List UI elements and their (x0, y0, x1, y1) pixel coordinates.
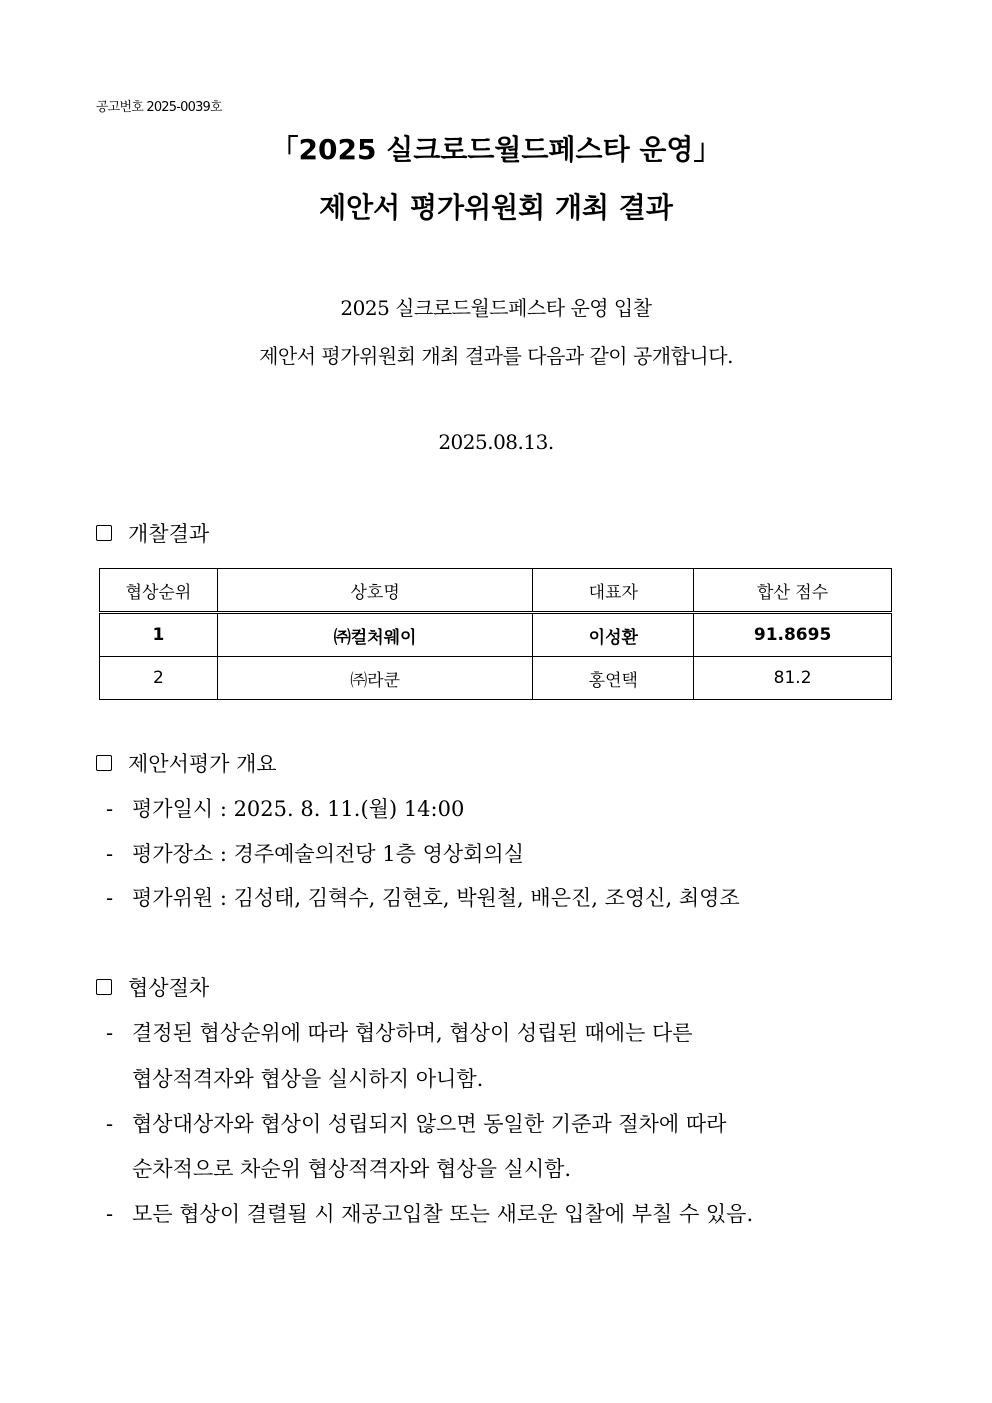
table-row (100, 613, 892, 657)
cell-rank: 1 (100, 613, 218, 657)
cell-representative: 홍연택 (533, 657, 694, 700)
announcement-date: 2025.08.13. (438, 430, 554, 454)
section-negotiation-heading: 협상절차 (128, 976, 210, 1000)
header-representative: 대표자 (533, 569, 694, 613)
procedure-item-3: - 모든 협상이 결렬될 시 재공고입찰 또는 새로운 입찰에 부칠 수 있음. (106, 1202, 754, 1226)
title-line-2: 제안서 평가위원회 개최 결과 (319, 191, 673, 224)
procedure-item-1: - 결정된 협상순위에 따라 협상하며, 협상이 성립된 때에는 다른 (106, 1021, 693, 1045)
intro-line-1: 2025 실크로드월드페스타 운영 입찰 (340, 296, 652, 320)
checkbox-square-icon (96, 755, 112, 771)
section-negotiation-procedure (96, 972, 209, 1002)
title-line-1: 「2025 실크로드월드페스타 운영」 (270, 133, 722, 166)
evaluation-place-item: - 평가장소 : 경주예술의전당 1층 영상회의실 (106, 842, 524, 866)
cell-rank: 2 (100, 657, 218, 700)
checkbox-square-icon (96, 525, 112, 541)
section-bid-result (96, 518, 209, 548)
section-bid-result-heading: 개찰결과 (128, 522, 210, 546)
cell-score: 91.8695 (694, 613, 892, 657)
cell-score: 81.2 (694, 657, 892, 700)
table-row (100, 657, 892, 700)
evaluation-date-item: - 평가일시 : 2025. 8. 11.(월) 14:00 (106, 797, 465, 821)
section-evaluation-overview (96, 748, 277, 778)
intro-line-2: 제안서 평가위원회 개최 결과를 다음과 같이 공개합니다. (259, 344, 733, 368)
cell-representative: 이성환 (533, 613, 694, 657)
notice-number: 공고번호 2025-0039호 (96, 100, 222, 115)
procedure-item-2-continued: 순차적으로 차순위 협상적격자와 협상을 실시함. (132, 1157, 572, 1181)
cell-company: ㈜컬처웨이 (217, 613, 533, 657)
header-score: 합산 점수 (694, 569, 892, 613)
table-header-row (100, 569, 892, 613)
header-rank: 협상순위 (100, 569, 218, 613)
procedure-item-2: - 협상대상자와 협상이 성립되지 않으면 동일한 기준과 절차에 따라 (106, 1112, 727, 1136)
header-company: 상호명 (217, 569, 533, 613)
checkbox-square-icon (96, 979, 112, 995)
bid-result-table (99, 568, 892, 700)
evaluation-members-item: - 평가위원 : 김성태, 김혁수, 김현호, 박원철, 배은진, 조영신, 최영조 (106, 886, 740, 910)
procedure-item-1-continued: 협상적격자와 협상을 실시하지 아니함. (132, 1067, 484, 1091)
section-evaluation-heading: 제안서평가 개요 (128, 752, 277, 776)
cell-company: ㈜라쿤 (217, 657, 533, 700)
